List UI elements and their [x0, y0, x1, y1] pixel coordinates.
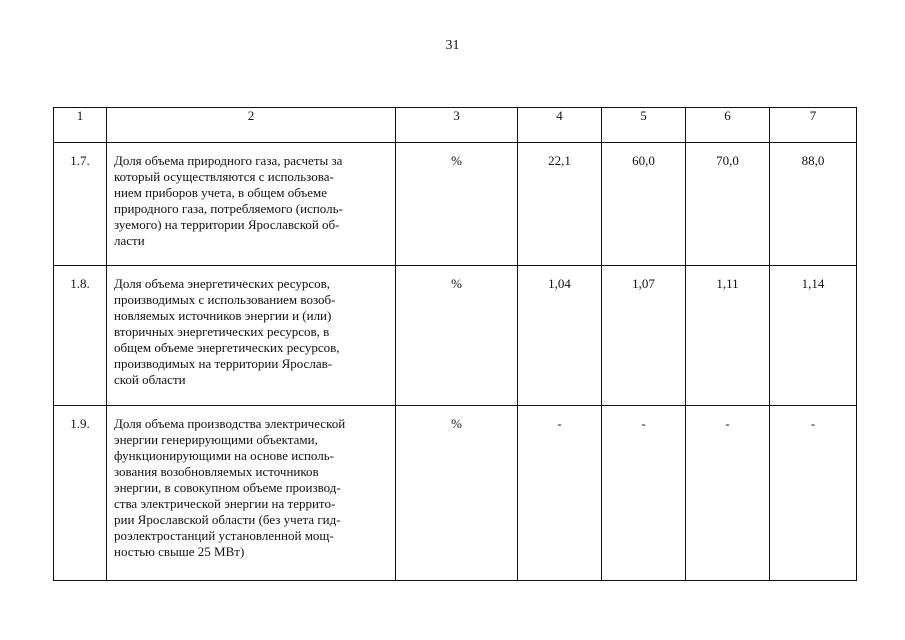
description-line: Доля объема производства электрической [114, 416, 346, 431]
row-value: 88,0 [770, 143, 857, 266]
header-cell: 2 [107, 108, 396, 143]
description-line: зуемого) на территории Ярославской об- [114, 217, 340, 232]
header-cell: 1 [54, 108, 107, 143]
row-value: - [518, 406, 602, 581]
table-row [54, 266, 857, 406]
description-line: производимых на территории Ярослав- [114, 356, 333, 371]
row-value: 1,04 [518, 266, 602, 406]
description-line: производимых с использованием возоб- [114, 292, 336, 307]
header-cell: 5 [602, 108, 686, 143]
description-line: ства электрической энергии на террито- [114, 496, 336, 511]
description-line: роэлектростанций установленной мощ- [114, 528, 334, 543]
header-cell: 4 [518, 108, 602, 143]
description-line: рии Ярославской области (без учета гид- [114, 512, 341, 527]
indicators-table [53, 107, 857, 581]
header-cell: 6 [686, 108, 770, 143]
row-unit: % [396, 143, 518, 266]
row-value: 60,0 [602, 143, 686, 266]
row-value: 22,1 [518, 143, 602, 266]
row-value: - [686, 406, 770, 581]
page-number: 31 [445, 38, 460, 53]
row-value: 70,0 [686, 143, 770, 266]
description-line: энергии, в совокупном объеме производ- [114, 480, 341, 495]
row-number: 1.9. [54, 406, 107, 581]
description-line: природного газа, потребляемого (исполь- [114, 201, 343, 216]
row-number: 1.7. [54, 143, 107, 266]
row-value: 1,07 [602, 266, 686, 406]
row-value: - [770, 406, 857, 581]
description-line: Доля объема энергетических ресурсов, [114, 276, 331, 291]
description-line: энергии генерирующими объектами, [114, 432, 318, 447]
header-cell: 3 [396, 108, 518, 143]
row-description [107, 143, 396, 266]
table-row [54, 143, 857, 266]
row-value: 1,11 [686, 266, 770, 406]
header-cell: 7 [770, 108, 857, 143]
table-row [54, 406, 857, 581]
description-line: новляемых источников энергии и (или) [114, 308, 332, 323]
row-description [107, 406, 396, 581]
description-line: зования возобновляемых источников [114, 464, 319, 479]
row-number: 1.8. [54, 266, 107, 406]
row-value: - [602, 406, 686, 581]
description-line: функционирующими на основе исполь- [114, 448, 335, 463]
description-line: ской области [114, 372, 186, 387]
description-line: ностью свыше 25 МВт) [114, 544, 245, 559]
description-line: Доля объема природного газа, расчеты за [114, 153, 343, 168]
row-description [107, 266, 396, 406]
row-value: 1,14 [770, 266, 857, 406]
description-line: вторичных энергетических ресурсов, в [114, 324, 330, 339]
description-line: общем объеме энергетических ресурсов, [114, 340, 340, 355]
description-line: нием приборов учета, в общем объеме [114, 185, 328, 200]
row-unit: % [396, 406, 518, 581]
row-unit: % [396, 266, 518, 406]
description-line: ласти [114, 233, 145, 248]
description-line: который осуществляются с использова- [114, 169, 334, 184]
table-header-row [54, 108, 857, 143]
